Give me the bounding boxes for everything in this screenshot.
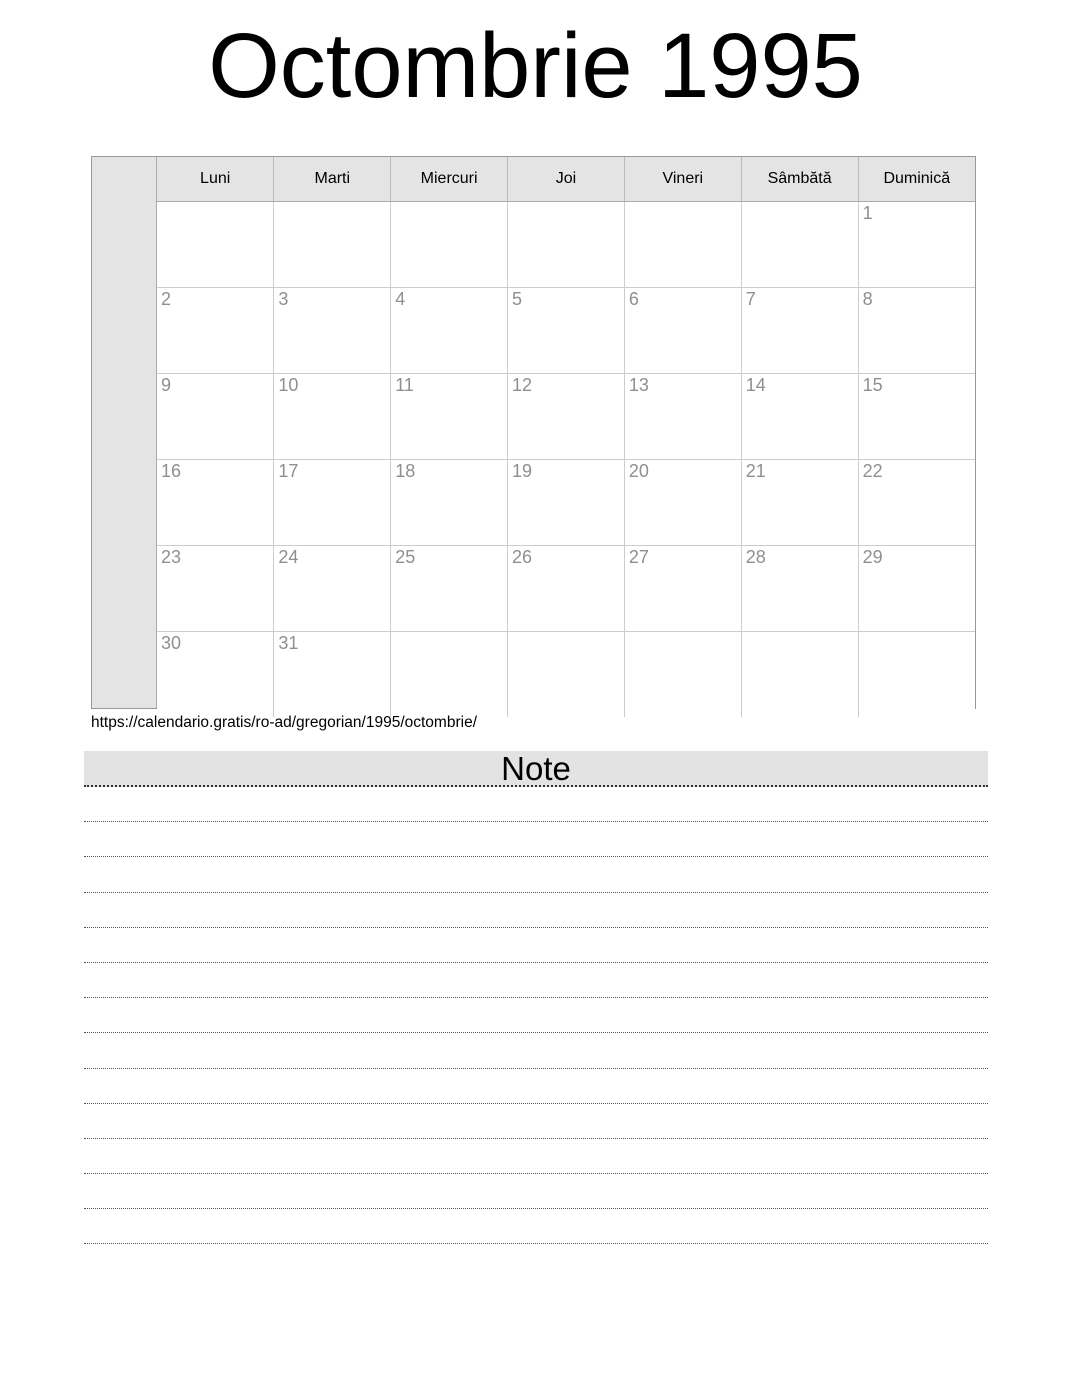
week-row xyxy=(157,546,975,632)
note-line xyxy=(84,1209,988,1244)
week-row xyxy=(157,460,975,546)
weekday-header-marti: Marti xyxy=(274,157,391,202)
weekday-header-row xyxy=(157,157,975,202)
day-cell: 9 xyxy=(157,374,274,460)
day-cell: 28 xyxy=(741,546,858,632)
note-line xyxy=(84,963,988,998)
day-cell: 19 xyxy=(508,460,625,546)
note-line xyxy=(84,893,988,928)
day-cell xyxy=(858,632,975,718)
weekday-header-luni: Luni xyxy=(157,157,274,202)
day-cell: 15 xyxy=(858,374,975,460)
weekday-header-duminica: Duminică xyxy=(858,157,975,202)
day-cell: 12 xyxy=(508,374,625,460)
source-url: https://calendario.gratis/ro-ad/gregorian/1995/octombrie/ xyxy=(91,714,477,731)
day-cell: 3 xyxy=(274,288,391,374)
weekday-header-vineri: Vineri xyxy=(624,157,741,202)
day-cell: 13 xyxy=(624,374,741,460)
calendar-grid xyxy=(157,157,975,717)
day-cell: 17 xyxy=(274,460,391,546)
day-cell xyxy=(508,632,625,718)
note-line xyxy=(84,998,988,1033)
day-cell xyxy=(274,202,391,288)
day-cell xyxy=(624,632,741,718)
day-cell xyxy=(741,202,858,288)
week-row xyxy=(157,202,975,288)
day-cell xyxy=(508,202,625,288)
page-title: Octombrie 1995 xyxy=(208,15,863,117)
day-cell: 23 xyxy=(157,546,274,632)
weekday-header-miercuri: Miercuri xyxy=(391,157,508,202)
week-row xyxy=(157,288,975,374)
notes-section xyxy=(84,751,988,1244)
week-number-column xyxy=(92,157,157,708)
day-cell: 22 xyxy=(858,460,975,546)
note-line xyxy=(84,1104,988,1139)
note-line xyxy=(84,822,988,857)
note-line xyxy=(84,787,988,822)
week-row xyxy=(157,632,975,718)
day-cell: 14 xyxy=(741,374,858,460)
day-cell: 25 xyxy=(391,546,508,632)
day-cell: 6 xyxy=(624,288,741,374)
day-cell xyxy=(391,202,508,288)
day-cell xyxy=(391,632,508,718)
day-cell: 8 xyxy=(858,288,975,374)
day-cell: 20 xyxy=(624,460,741,546)
weekday-header-joi: Joi xyxy=(508,157,625,202)
notes-header: Note xyxy=(84,751,988,787)
day-cell: 30 xyxy=(157,632,274,718)
day-cell: 5 xyxy=(508,288,625,374)
note-line xyxy=(84,1174,988,1209)
day-cell: 7 xyxy=(741,288,858,374)
day-cell: 16 xyxy=(157,460,274,546)
calendar-table xyxy=(91,156,976,709)
day-cell: 2 xyxy=(157,288,274,374)
note-line xyxy=(84,1033,988,1068)
note-line xyxy=(84,1069,988,1104)
weekday-header-sambata: Sâmbătă xyxy=(741,157,858,202)
week-row xyxy=(157,374,975,460)
note-line xyxy=(84,1139,988,1174)
day-cell xyxy=(741,632,858,718)
day-cell: 21 xyxy=(741,460,858,546)
day-cell xyxy=(157,202,274,288)
note-line xyxy=(84,928,988,963)
day-cell: 1 xyxy=(858,202,975,288)
day-cell: 29 xyxy=(858,546,975,632)
day-cell: 10 xyxy=(274,374,391,460)
day-cell: 18 xyxy=(391,460,508,546)
day-cell: 24 xyxy=(274,546,391,632)
day-cell: 4 xyxy=(391,288,508,374)
day-cell: 27 xyxy=(624,546,741,632)
note-line xyxy=(84,857,988,892)
day-cell: 11 xyxy=(391,374,508,460)
day-cell xyxy=(624,202,741,288)
day-cell: 26 xyxy=(508,546,625,632)
day-cell: 31 xyxy=(274,632,391,718)
